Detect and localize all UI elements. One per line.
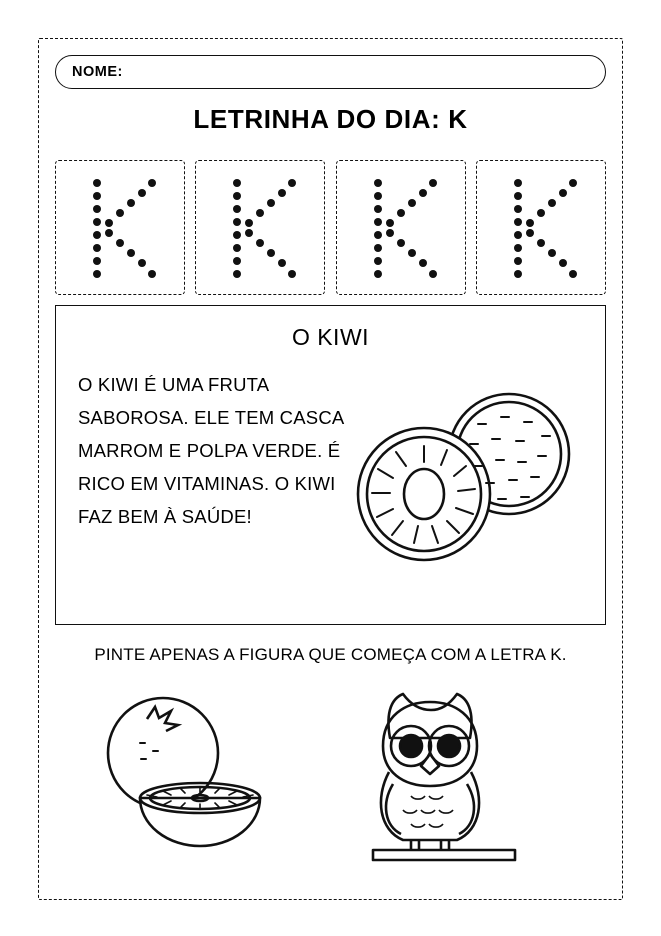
tracing-box-2[interactable]	[195, 160, 325, 295]
tracing-box-4[interactable]	[476, 160, 606, 295]
kiwi-figure[interactable]	[85, 685, 305, 870]
figures-row	[55, 680, 606, 875]
instruction-text: PINTE APENAS A FIGURA QUE COMEÇA COM A LETRA K.	[94, 645, 567, 664]
dotted-letter-k-icon	[196, 161, 326, 296]
name-field-label: NOME:	[72, 64, 123, 80]
tracing-box-3[interactable]	[336, 160, 466, 295]
tracing-row	[55, 160, 606, 295]
page-title: LETRINHA DO DIA: K	[193, 104, 468, 134]
reading-panel	[55, 305, 606, 625]
owl-figure[interactable]	[345, 680, 545, 870]
dotted-letter-k-icon	[337, 161, 467, 296]
dotted-letter-k-icon	[56, 161, 186, 296]
reading-panel-title: O KIWI	[291, 324, 370, 350]
tracing-box-1[interactable]	[55, 160, 185, 295]
reading-panel-text: O KIWI É UMA FRUTA SABOROSA. ELE TEM CASCA MARROM E POLPA VERDE. É RICO EM VITAMINAS. O KIWI FAZ BEM À SAÚDE!	[78, 374, 344, 527]
name-field[interactable]	[55, 55, 606, 89]
dotted-letter-k-icon	[477, 161, 607, 296]
kiwi-slices-illustration	[346, 384, 591, 584]
